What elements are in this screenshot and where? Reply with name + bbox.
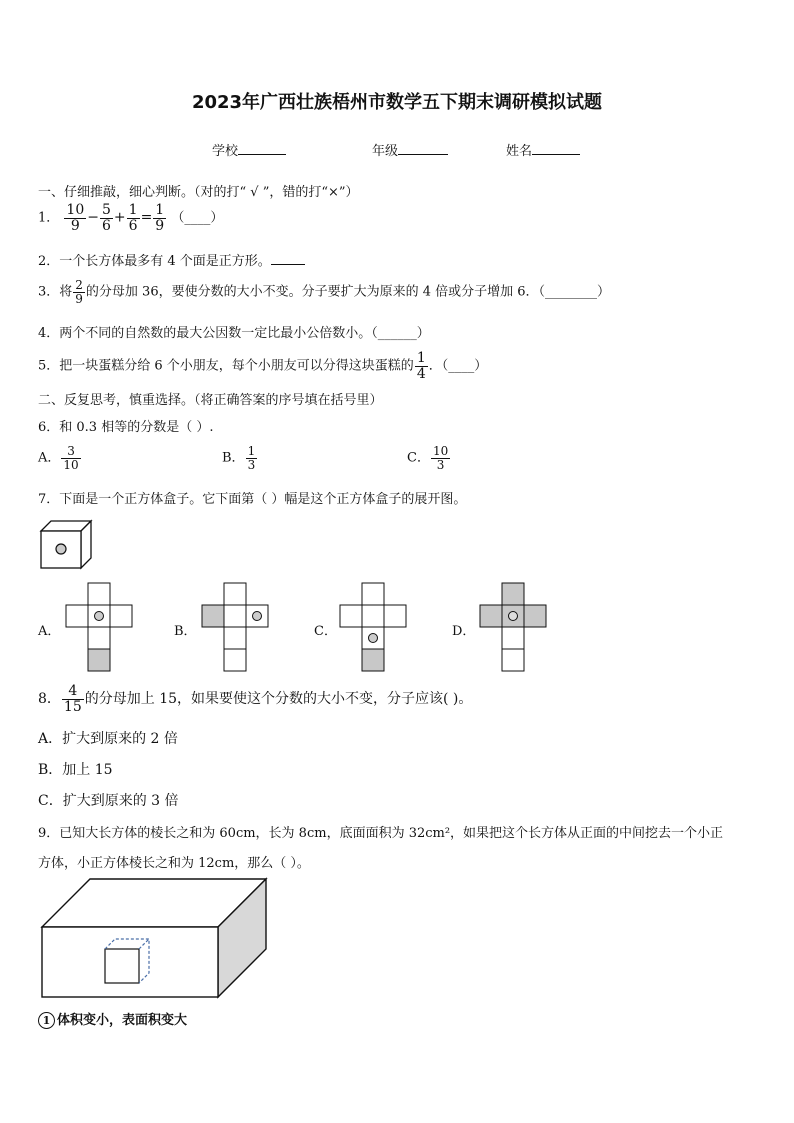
question-9-line-2: 方体，小正方体棱长之和为 12cm，那么（ ）。 (38, 856, 310, 871)
q2-text: 2．一个长方体最多有 4 个面是正方形。 (38, 254, 271, 269)
q8-post[interactable]: 的分母加上 15，如果要使这个分数的大小不变，分子应该( )。 (84, 691, 473, 708)
q8-option-b[interactable]: B．加上 15 (38, 762, 113, 778)
q1-fraction-c: $\frac{1}{6}$ (128, 202, 138, 234)
q1-fraction-a: $\frac{10}{9}$ (66, 202, 85, 234)
q6-option-b-fraction: $\frac{1}{3}$ (247, 444, 256, 472)
question-9-line-1: 9．已知大长方体的棱长之和为 60cm，长为 8cm，底面面积为 32cm²，如果把这个长方体从正面的中间挖去一个小正 (38, 826, 724, 841)
q5-fraction: $\frac{1}{4}$ (416, 350, 426, 382)
question-4[interactable]: 4．两个不同的自然数的最大公因数一定比最小公倍数小。（______） (38, 326, 430, 341)
q8-option-c[interactable]: C．扩大到原来的 3 倍 (38, 793, 179, 809)
grade-blank[interactable] (398, 154, 448, 155)
q7-option-c-label[interactable]: C． (314, 624, 337, 639)
q8-option-a[interactable]: A．扩大到原来的 2 倍 (38, 731, 178, 747)
q6-option-b-label: B． (222, 450, 245, 466)
q6-option-c-label: C． (407, 450, 430, 466)
q5-post[interactable]: ．（____） (428, 358, 488, 374)
question-3 (38, 279, 610, 305)
q1-plus: + (113, 209, 126, 226)
grade-label: 年级 (372, 144, 399, 159)
q3-pre: 3．将 (38, 284, 73, 300)
question-7: 7．下面是一个正方体盒子。它下面第（ ）幅是这个正方体盒子的展开图。 (38, 492, 467, 507)
q1-fraction-result: $\frac{1}{9}$ (155, 202, 165, 234)
q3-fraction: $\frac{2}{9}$ (75, 278, 83, 306)
school-blank[interactable] (238, 154, 286, 155)
page-title: 2023年广西壮族梧州市数学五下期末调研模拟试题 (191, 92, 603, 113)
q8-fraction: $\frac{4}{15}$ (63, 683, 82, 715)
q7-net-d[interactable] (480, 582, 552, 672)
school-field (212, 140, 286, 159)
cube-figure (38, 518, 94, 570)
q9-option-1-text: 体积变小，表面积变大 (57, 1013, 188, 1028)
q7-option-b-label[interactable]: B． (174, 624, 197, 639)
circled-number-1: 1 (38, 1012, 55, 1029)
q9-option-1[interactable] (38, 1009, 187, 1029)
cuboid-figure (40, 877, 270, 1001)
question-8 (38, 684, 472, 714)
section2-heading: 二、反复思考，慎重选择。（将正确答案的序号填在括号里） (38, 393, 383, 408)
q7-net-c[interactable] (340, 582, 412, 672)
name-label: 姓名 (506, 144, 533, 159)
q7-net-a[interactable] (64, 582, 136, 672)
q1-fraction-b: $\frac{5}{6}$ (101, 202, 111, 234)
question-2 (38, 250, 305, 269)
q6-option-a-label: A． (38, 450, 61, 466)
q7-option-d-label[interactable]: D． (452, 624, 476, 639)
q6-option-a[interactable] (38, 445, 82, 471)
q1-equals: = (140, 209, 153, 226)
q6-option-c-fraction: $\frac{10}{3}$ (432, 444, 449, 472)
grade-field (372, 140, 448, 159)
school-label: 学校 (212, 144, 239, 159)
question-5 (38, 351, 487, 381)
q2-answer-blank[interactable] (271, 264, 305, 265)
q3-post[interactable]: 的分母加 36，要使分数的大小不变。分子要扩大为原来的 4 倍或分子增加 6．（________） (85, 284, 611, 300)
q7-net-b[interactable] (202, 582, 274, 672)
q6-option-a-fraction: $\frac{3}{10}$ (63, 444, 79, 472)
q1-answer-paren[interactable]: （____） (171, 210, 224, 226)
q7-option-a-label[interactable]: A． (38, 624, 61, 639)
q6-option-c[interactable] (407, 445, 451, 471)
name-blank[interactable] (532, 154, 580, 155)
q6-option-b[interactable] (222, 445, 258, 471)
q1-number: 1． (38, 210, 60, 226)
question-1 (38, 203, 223, 233)
name-field (506, 140, 580, 159)
q1-minus: − (87, 209, 99, 226)
question-6: 6．和 0.3 相等的分数是（ ）. (38, 420, 214, 435)
q8-pre: 8． (38, 691, 61, 708)
section1-heading: 一、仔细推敲，细心判断。（对的打“ √ ”，错的打“×”） (38, 185, 359, 200)
q5-pre: 5．把一块蛋糕分给 6 个小朋友，每个小朋友可以分得这块蛋糕的 (38, 358, 414, 374)
